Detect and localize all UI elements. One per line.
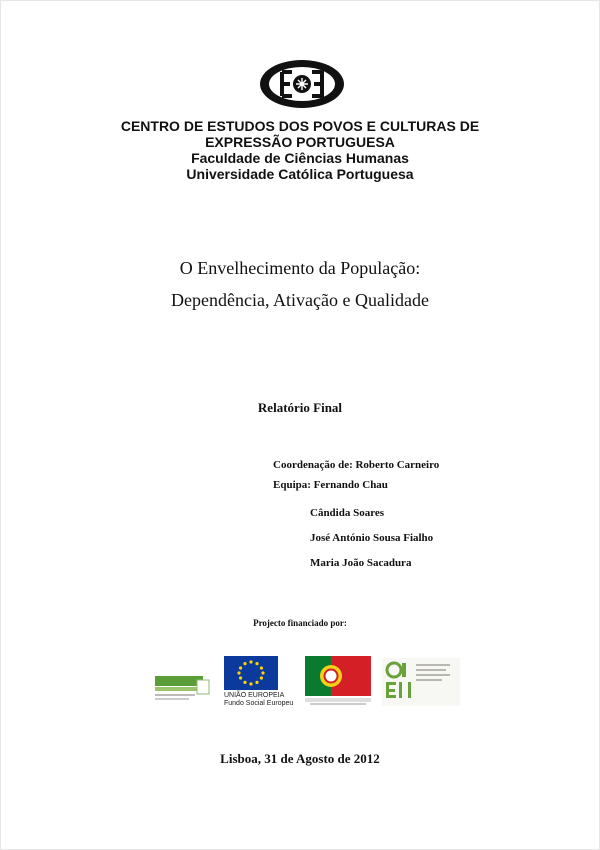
document-title-line1: O Envelhecimento da População: bbox=[179, 258, 421, 278]
eu-caption-line1: UNIÃO EUROPEIA bbox=[224, 692, 285, 699]
cepcep-logo bbox=[258, 58, 346, 110]
funding-logos bbox=[150, 654, 470, 714]
eu-caption-line2: Fundo Social Europeu bbox=[224, 700, 294, 707]
institution-name-line2: EXPRESSÃO PORTUGUESA bbox=[205, 134, 395, 150]
eu-caption bbox=[224, 692, 304, 708]
report-type: Relatório Final bbox=[257, 400, 343, 415]
team-line: Equipa: Fernando Chau bbox=[273, 479, 388, 491]
team-member: Cândida Soares bbox=[310, 507, 385, 519]
faculty-name: Faculdade de Ciências Humanas bbox=[191, 150, 409, 166]
coordination-line: Coordenação de: Roberto Carneiro bbox=[273, 459, 440, 471]
poaft-logo bbox=[155, 676, 209, 700]
date-line: Lisboa, 31 de Agosto de 2012 bbox=[220, 751, 380, 766]
institution-name-line1: CENTRO DE ESTUDOS DOS POVOS E CULTURAS DE bbox=[120, 118, 480, 134]
portugal-flag-logo bbox=[305, 656, 371, 705]
eu-flag-logo bbox=[224, 656, 278, 690]
document-title-line2: Dependência, Ativação e Qualidade bbox=[171, 290, 429, 310]
qren-logo bbox=[382, 658, 460, 706]
team-member: José António Sousa Fialho bbox=[310, 532, 434, 544]
funding-label: Projecto financiado por: bbox=[253, 618, 347, 628]
university-name: Universidade Católica Portuguesa bbox=[186, 166, 414, 182]
team-member: Maria João Sacadura bbox=[310, 557, 412, 569]
institution-block bbox=[100, 118, 500, 182]
